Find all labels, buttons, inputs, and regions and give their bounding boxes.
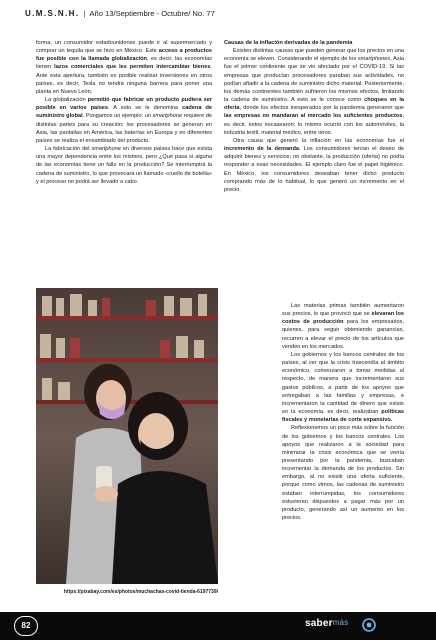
paragraph: forma, un consumidor estadounidense puede ir al supermercado y comprar un tequila que se hizo en México. Este acceso a productos fue posible con la llamada globalización, es decir, las economías tienen lazos comerciales que les permiten intercambiar bienes. Ante esta apertura, también es posible realizar inversiones en otros países, es decir, Tesla no tendrá ninguna barrera para poner una planta en Nuevo León. xyxy=(36,40,213,95)
section-heading: Causas de la inflación derivadas de la pandemia xyxy=(224,40,353,46)
article-photo xyxy=(36,288,218,584)
journal-brand: U.M.S.N.H. xyxy=(25,9,80,18)
paragraph: Otra causa que generó la inflación en las economías fue el incremento de la demanda. Los consumidores tenían el deseo de adquirir bienes y servicios; no obstante, la producción (oferta) no podía responder a esas necesidades. El ejemplo claro fue el papel higiénico. En México, los consumidores deseaban tener dicho producto comprando más de lo habitual, lo que generó un incremento en el precio. xyxy=(224,137,404,193)
photo-credit[interactable]: https://pixabay.com/es/photos/muchachas-covid-tienda-6197739/ xyxy=(63,589,218,595)
header-separator: | xyxy=(83,9,86,18)
paragraph: Existen distintas causas que pueden generar que los precios en una economía se eleven. Considerando el ejemplo de los smartphones, Asia fue el primer continente que se vio afectado por el COVID-19. Si las empresas que producían procesadores paraban sus actividades, no podían añadir a la cadena de suministro dicho material. Posteriormente, los demás continentes también sufrieron los mismos efectos, limitando la cadena de suministro. A esto se le conoce como choques en la oferta, donde los efectos inesperados por la pandemia generaron que las empresas no mandaran al mercado los suficientes productos, es decir, estos escasearon; lo mismo ocurrió con los automóviles, la industria textil, material médico, entre otros. xyxy=(224,48,404,136)
paragraph: Reflexionemos un poco más sobre la función de los gobiernos y los bancos centrales. Los apoyos que realizaron a la sociedad para minimizar la crisis económica que se venía presentando por la pandemia, buscaban incrementar la demanda de los productos. Sin embargo, al no existir una oferta suficiente, porque como vimos, las cadenas de suministro estaban interrumpidas, los consumidores estuvieran dispuestos a pagar más por un producto, generando así un aumento en los precios. xyxy=(282,425,404,522)
paragraph: Las materias primas también aumentaron sus precios, lo que provocó que se elevaran los costos de producción para los empresarios, quienes, para seguir obteniendo ganancias, recurren a elevar el precio de los artículos que venden en los mercados. xyxy=(282,303,405,350)
paragraph: La fabricación del smartphone en diversos países hace que exista una mayor dependencia entre los mismos, pero ¿Qué pasa si alguna de las economías tiene un fallo en la producción? Se interrumpirá la cadena de suministro, lo que provocará un llamado «cuello de botella» y el proceso no podrá ser llevado a cabo. xyxy=(36,146,212,185)
saber-mas-logo: sabermás xyxy=(305,618,349,629)
right-column-bottom xyxy=(282,302,404,522)
page-number: 82 xyxy=(14,616,38,636)
page-footer xyxy=(0,612,436,640)
shopping-women-image xyxy=(36,288,218,584)
paragraph: Los gobiernos y los bancos centrales de los países, al ver que la crisis trascendía al ámbito económico, comenzaron a tomar medidas al respecto, de manera que incrementaron sus gastos públicos, a partir de los apoyos que entregaban a las familias y empresas, e incrementaron la cantidad de dinero que existe en la economía, es decir, realizaban políticas fiscales y monetarias de corte expansivo. xyxy=(282,351,404,424)
logo-mark-icon xyxy=(361,617,377,633)
left-column xyxy=(36,39,212,186)
paragraph: La globalización permitió que fabricar un producto pudiera ser posible en varios países. A esto se le denomina cadena de suministro global. Pongamos un ejemplo: un smartphone requiere de distintas partes para su creación: los procesadores se generan en Asia, las pantallas en América, las baterías en Europa y en diferentes países se realiza el ensamblado del producto. xyxy=(36,97,213,144)
page-header xyxy=(25,9,415,23)
right-column-top xyxy=(224,39,404,194)
issue-info: Año 13/Septiembre - Octubre/ No. 77 xyxy=(89,9,215,18)
